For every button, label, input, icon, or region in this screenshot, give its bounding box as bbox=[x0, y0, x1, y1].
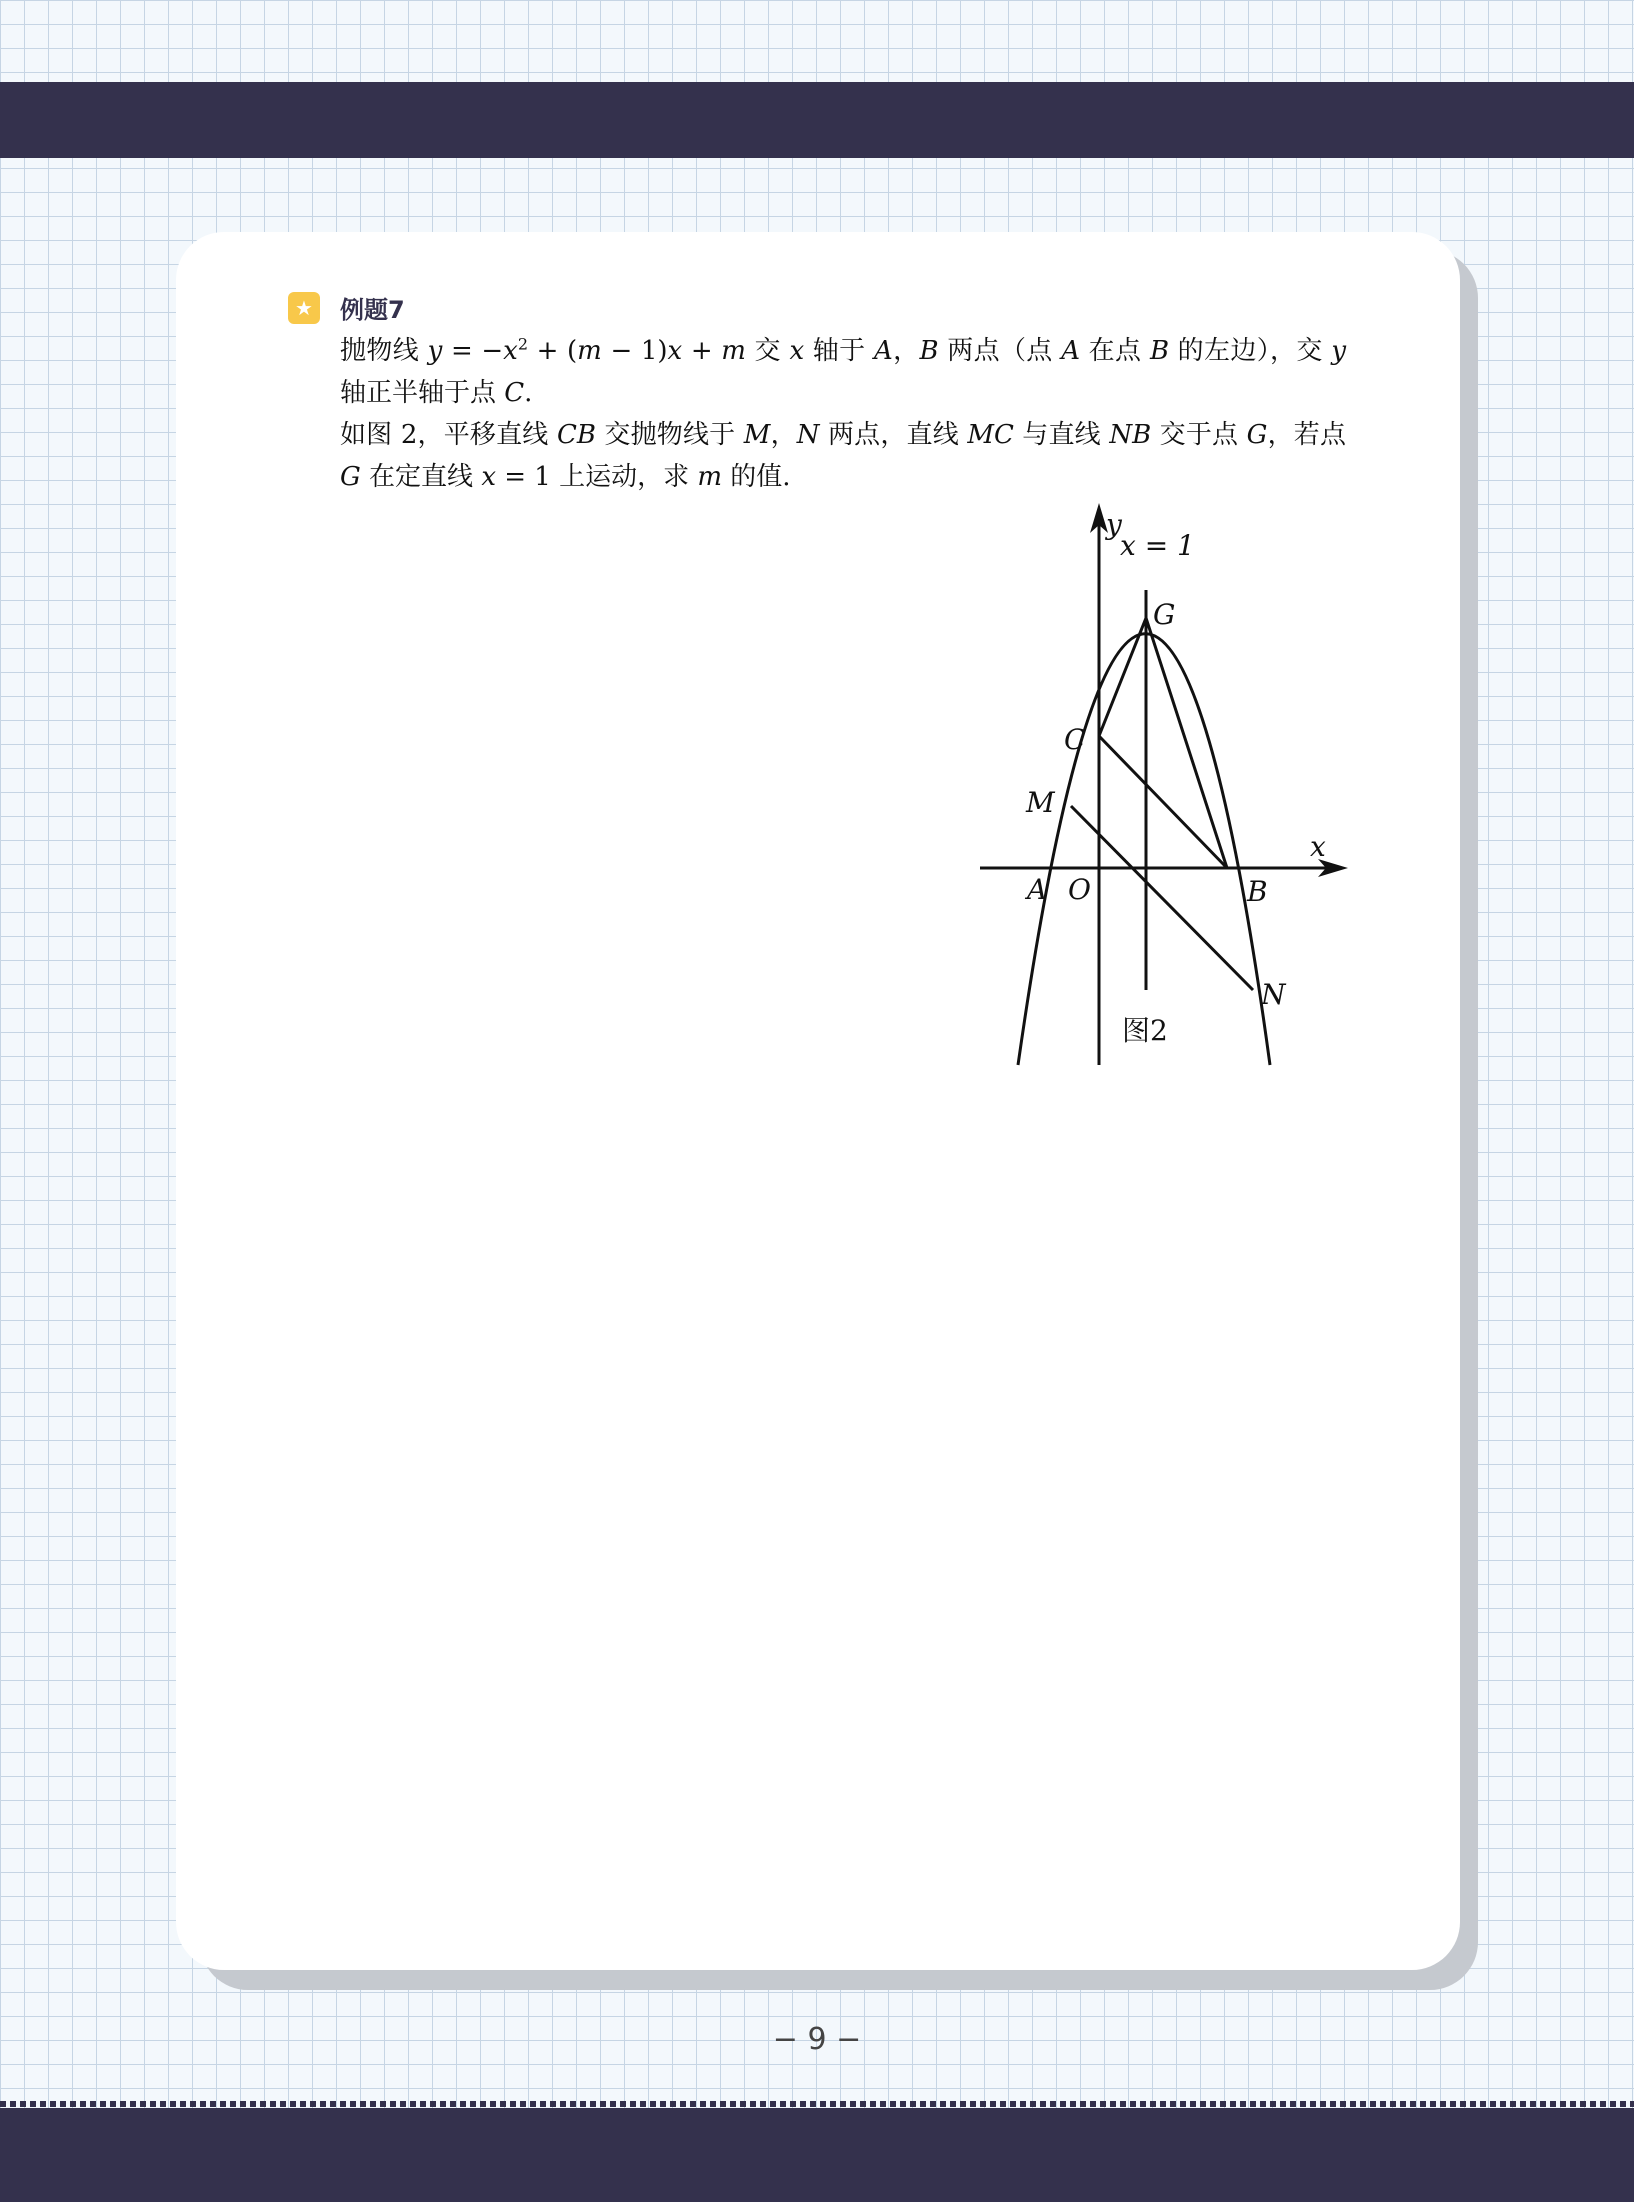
label-G: G bbox=[1153, 598, 1176, 631]
label-x: x bbox=[1310, 830, 1326, 863]
label-line-eq: x = 1 bbox=[1120, 529, 1195, 562]
example-heading bbox=[288, 290, 405, 325]
line-CB bbox=[1099, 736, 1227, 868]
label-B: B bbox=[1247, 875, 1268, 908]
label-M: M bbox=[1026, 786, 1055, 819]
label-N: N bbox=[1261, 978, 1286, 1011]
label-C: C bbox=[1064, 723, 1086, 756]
figure-caption: 图2 bbox=[1122, 1014, 1168, 1047]
line-GB bbox=[1146, 618, 1227, 868]
problem-paragraph-2: 如图 2，平移直线 CB 交抛物线于 M，N 两点，直线 MC 与直线 NB 交于点 G，若点 G 在定直线 x = 1 上运动，求 m 的值. bbox=[340, 420, 1346, 492]
problem-paragraph-1: 抛物线 $y = -x^2 + (m - 1)x + m$ 交 x 轴于 A，B 两点（点 A 在点 B 的左边），交 y 轴正半轴于点 C. bbox=[340, 334, 1347, 408]
footer-dash-border bbox=[0, 2101, 1634, 2107]
problem-statement bbox=[340, 330, 1346, 498]
footer-band bbox=[0, 2108, 1634, 2202]
star-icon: ★ bbox=[288, 292, 320, 324]
header-band bbox=[0, 82, 1634, 158]
figure-2 bbox=[970, 500, 1350, 1080]
page-number: − 9 − bbox=[772, 2022, 862, 2057]
label-A: A bbox=[1027, 873, 1048, 906]
example-title: 例题7 bbox=[340, 296, 405, 324]
label-O: O bbox=[1068, 873, 1091, 906]
parabola bbox=[1018, 634, 1270, 1065]
label-y: y bbox=[1106, 508, 1122, 541]
